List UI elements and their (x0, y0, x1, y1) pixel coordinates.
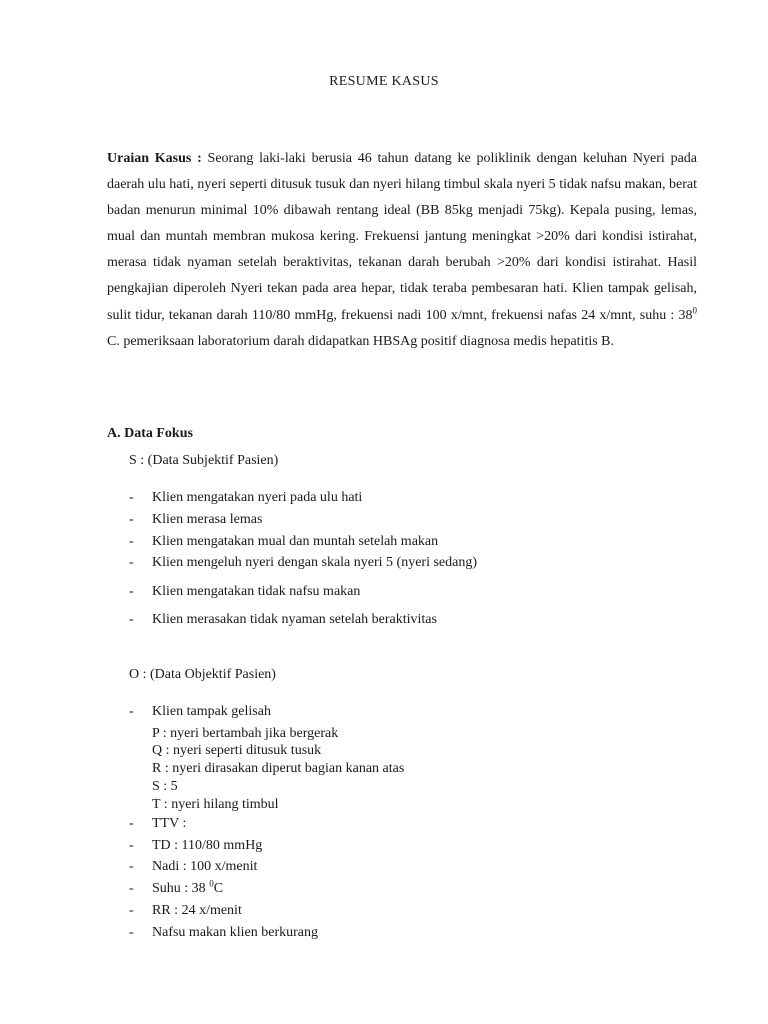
case-degree-sup: 0 (692, 304, 697, 315)
case-description (107, 146, 697, 355)
subjective-item: Klien mengatakan nyeri pada ulu hati (152, 490, 363, 505)
subjective-item: Klien merasa lemas (152, 512, 263, 527)
bullet-dash: - (129, 816, 134, 831)
suhu-item (152, 878, 224, 897)
bullet-dash: - (129, 925, 134, 940)
bullet-dash: - (129, 584, 134, 599)
bullet-dash: - (129, 881, 134, 896)
pqrst-item: P : nyeri bertambah jika bergerak (152, 726, 339, 741)
subjective-item: Klien mengatakan tidak nafsu makan (152, 584, 361, 599)
rr-item: RR : 24 x/menit (152, 903, 242, 918)
subjective-item: Klien mengeluh nyeri dengan skala nyeri 5 (nyeri sedang) (152, 555, 478, 570)
bullet-dash: - (129, 512, 134, 527)
pqrst-item: T : nyeri hilang timbul (152, 797, 279, 812)
suhu-degree-sup: 0 (209, 878, 214, 889)
pqrst-item: S : 5 (152, 779, 178, 794)
suhu-unit: C (213, 881, 224, 896)
nadi-item: Nadi : 100 x/menit (152, 859, 258, 874)
pqrst-item: Q : nyeri seperti ditusuk tusuk (152, 743, 322, 758)
pqrst-item: R : nyeri dirasakan diperut bagian kanan atas (152, 761, 405, 776)
subjective-item: Klien mengatakan mual dan muntah setelah makan (152, 534, 439, 549)
td-item: TD : 110/80 mmHg (152, 838, 263, 853)
bullet-dash: - (129, 612, 134, 627)
nafsu-item: Nafsu makan klien berkurang (152, 925, 318, 940)
bullet-dash: - (129, 704, 134, 719)
bullet-dash: - (129, 534, 134, 549)
ttv-item: TTV : (152, 816, 187, 831)
bullet-dash: - (129, 859, 134, 874)
document-title: RESUME KASUS (329, 74, 439, 89)
bullet-dash: - (129, 490, 134, 505)
case-label: Uraian Kasus : (107, 151, 202, 166)
bullet-dash: - (129, 555, 134, 570)
objective-label: O : (Data Objektif Pasien) (129, 667, 276, 682)
objective-item: Klien tampak gelisah (152, 704, 271, 719)
bullet-dash: - (129, 903, 134, 918)
subjective-item: Klien merasakan tidak nyaman setelah beraktivitas (152, 612, 437, 627)
bullet-dash: - (129, 838, 134, 853)
case-text: Seorang laki-laki berusia 46 tahun datang ke poliklinik dengan keluhan Nyeri pada daerah ulu hati, nyeri seperti ditusuk tusuk dan nyeri hilang timbul skala nyeri 5 tidak nafsu makan, berat badan menurun minimal 10% dibawah rentang ideal (BB 85kg menjadi 75kg). Kepala pusing, lemas, mual dan muntah membran mukosa kering. Frekuensi jantung meningkat >20% dari kondisi istirahat, merasa tidak nyaman setelah beraktivitas, tekanan darah berubah >20% dari kondisi istirahat. Hasil pengkajian diperoleh Nyeri tekan pada area hepar, tidak teraba pembesaran hati. Klien tampak gelisah, sulit tidur, tekanan darah 110/80 mmHg, frekuensi nadi 100 x/mnt, frekuensi nafas 24 x/mnt, suhu : 38 (107, 151, 697, 323)
section-a-heading: A. Data Fokus (107, 426, 193, 441)
case-text-end: C. pemeriksaan laboratorium darah didapatkan HBSAg positif diagnosa medis hepatitis B. (107, 333, 615, 349)
subjective-label: S : (Data Subjektif Pasien) (129, 453, 279, 468)
suhu-text: Suhu : 38 (152, 881, 210, 896)
